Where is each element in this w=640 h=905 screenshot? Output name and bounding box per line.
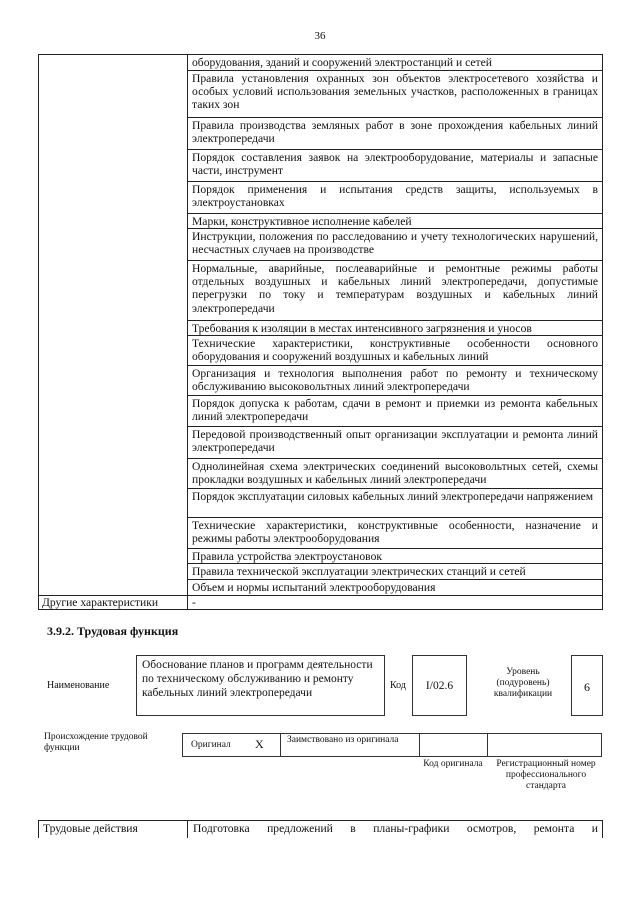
original-label: Оригинал: [191, 740, 231, 750]
row-text: Объем и нормы испытаний электрооборудования: [192, 581, 436, 594]
row-text: Технические характеристики, конструктивные особенности, назначение и режимы работы электрооборудования: [192, 519, 598, 546]
table-row: [188, 118, 602, 150]
table-row: [188, 336, 602, 366]
origin-table: [182, 733, 602, 757]
level-label: Уровень (подуровень) квалификации: [493, 667, 553, 699]
row-text: Правила установления охранных зон объектов электросетевого хозяйства и особых условий использования земельных участков, расположенных в границах таких зон: [192, 72, 598, 112]
row-text: Порядок эксплуатации силовых кабельных линий электропередачи напряжением: [192, 490, 594, 503]
code-label: Код: [390, 680, 406, 691]
other-characteristics-row: [38, 595, 603, 610]
name-label: Наименование: [47, 680, 110, 691]
code-value-box: I/02.6: [412, 655, 467, 716]
table-row: [188, 564, 602, 580]
section-heading: 3.9.2. Трудовая функция: [47, 624, 179, 638]
table-row: [188, 489, 602, 518]
table-row: [188, 55, 602, 71]
labor-actions-label: Трудовые действия: [43, 822, 138, 835]
row-text: Передовой производственный опыт организации эксплуатации и ремонта линий электропередачи: [192, 428, 598, 455]
row-text: Марки, конструктивное исполнение кабелей: [192, 215, 412, 228]
table-row: [188, 518, 602, 549]
table-row: [188, 580, 602, 596]
labor-actions-row: [38, 820, 603, 838]
row-text: Правила производства земляных работ в зоне прохождения кабельных линий электропередачи: [192, 119, 598, 146]
table-row: [188, 71, 602, 118]
original-mark: X: [255, 737, 264, 751]
row-text: Требования к изоляции в местах интенсивного загрязнения и уносов: [192, 322, 532, 335]
other-characteristics-value: -: [192, 596, 196, 609]
row-text: Порядок допуска к работам, сдачи в ремонт и приемки из ремонта кабельных линий электропередачи: [192, 397, 598, 424]
origin-label: Происхождение трудовой функции: [44, 732, 148, 753]
table-cell-divider: [280, 734, 281, 756]
table-column-divider: [187, 821, 188, 838]
row-text: Порядок применения и испытания средств защиты, используемых в электроустановках: [192, 183, 598, 210]
table-row: [188, 549, 602, 564]
row-text: Правила технической эксплуатации электрических станций и сетей: [192, 565, 526, 578]
level-value-box: 6: [571, 655, 603, 716]
borrowed-label: Заимствовано из оригинала: [287, 735, 399, 745]
table-row: [188, 214, 602, 229]
table-row: [188, 459, 602, 489]
table-row: [188, 427, 602, 459]
row-text: оборудования, зданий и сооружений электростанций и сетей: [192, 56, 492, 69]
row-text: Однолинейная схема электрических соединений высоковольтных сетей, схемы прокладки воздушных и кабельных линий электропередачи: [192, 460, 598, 487]
page-number: 36: [314, 30, 326, 42]
knowledge-table: [38, 54, 603, 610]
table-row: [188, 229, 602, 261]
row-text: Технические характеристики, конструктивные особенности основного оборудования и сооружений воздушных и кабельных линий: [192, 337, 598, 364]
row-text: Порядок составления заявок на электрооборудование, материалы и запасные части, инструмент: [192, 151, 598, 178]
table-row: [188, 396, 602, 427]
row-text: Организация и технология выполнения работ по ремонту и техническому обслуживанию высоковольтных линий электропередачи: [192, 367, 598, 394]
table-row: [188, 150, 602, 182]
labor-actions-text: Подготовка предложений в планы-графики осмотров, ремонта и: [193, 822, 598, 835]
table-row: [188, 366, 602, 396]
table-row: [188, 182, 602, 214]
row-text: Инструкции, положения по расследованию и учету технологических нарушений, несчастных случаев на производстве: [192, 230, 598, 257]
table-cell-divider: [487, 734, 488, 756]
function-name-box: Обоснование планов и программ деятельности по техническому обслуживанию и ремонту кабельных линий электропередачи: [136, 655, 385, 716]
row-text: Правила устройства электроустановок: [192, 550, 383, 563]
registration-number-label: Регистрационный номер профессионального стандарта: [496, 759, 596, 791]
table-row: [188, 321, 602, 336]
origin-code-label: Код оригинала: [423, 759, 483, 769]
row-text: Нормальные, аварийные, послеаварийные и ремонтные режимы работы отдельных воздушных и кабельных линий электропередачи, допустимые перегрузки по току и температурам воздушных и кабельных линий электропередачи: [192, 262, 598, 315]
other-characteristics-label: Другие характеристики: [42, 596, 159, 609]
table-row: [188, 261, 602, 321]
table-cell-divider: [419, 734, 420, 756]
